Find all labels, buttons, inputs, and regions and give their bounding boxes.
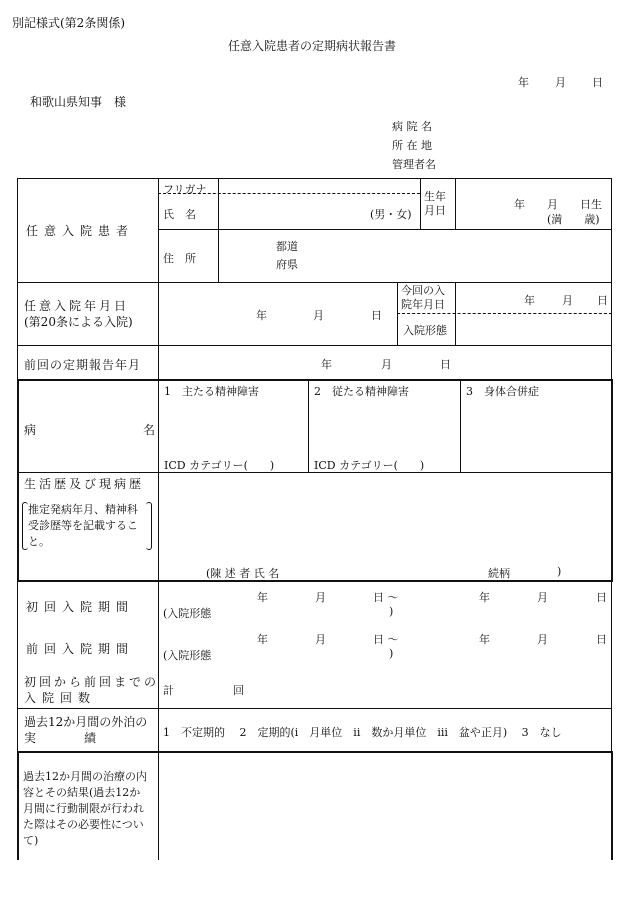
- dob-label-line: 生年: [424, 190, 446, 203]
- admission-form-label: 入院形態: [403, 324, 447, 337]
- report-year: 年: [518, 76, 529, 89]
- admission-count-label-line: 初回から前回までの: [24, 675, 160, 689]
- previous-report-year: 年: [321, 358, 332, 371]
- prefecture-line: 都道: [276, 240, 298, 253]
- admission-month: 月: [313, 309, 324, 322]
- overnight-label-line: 実 績: [24, 731, 97, 745]
- history-note-bracket-right: [146, 502, 152, 550]
- narrator-name-label: (陳 述 者 氏 名: [206, 567, 280, 580]
- history-note-line: と。: [28, 535, 50, 548]
- admission-year: 年: [256, 309, 267, 322]
- first-start-month: 月: [315, 591, 326, 604]
- first-end-month: 月: [537, 591, 548, 604]
- cell-line: [158, 229, 612, 230]
- administrator-label: 管理者名: [392, 158, 436, 171]
- prev-start-day: 日 〜: [373, 633, 399, 646]
- current-admission-year: 年: [524, 294, 535, 307]
- row-line: [17, 282, 612, 283]
- narrator-close-paren: ): [557, 565, 562, 578]
- first-end-day: 日: [596, 591, 607, 604]
- cell-line: [308, 379, 309, 472]
- prefecture-label: [276, 238, 298, 274]
- overnight-label-line: 過去12か月間の外泊の: [24, 715, 148, 729]
- box-line: [17, 751, 19, 860]
- history-label: 生活歴及び現病歴: [24, 477, 145, 491]
- current-admission-label-line: 今回の入: [401, 284, 445, 297]
- prev-end-month: 月: [537, 633, 548, 646]
- prev-start-year: 年: [257, 633, 268, 646]
- report-day: 日: [592, 76, 603, 89]
- admission-date-label-line: (第20条による入院): [24, 315, 133, 329]
- prev-admission-period-label: 前回入院期間: [26, 642, 135, 656]
- address-label: 住 所: [163, 252, 196, 265]
- icd-category-main[interactable]: ICD カテゴリー( ): [164, 459, 275, 472]
- row-line: [17, 751, 613, 753]
- admission-date-label-line: 任意入院年月日: [24, 299, 130, 313]
- history-note-line: 受診歴等を記載するこ: [28, 519, 138, 532]
- hospital-name-label: 病 院 名: [392, 120, 432, 133]
- prefecture-line: 府県: [276, 258, 298, 271]
- dob-label-line: 月日: [424, 204, 446, 217]
- name-label: 氏 名: [163, 208, 196, 221]
- box-line: [17, 379, 19, 582]
- row-line: [17, 708, 612, 709]
- treatment-label-line: 月間に行動制限が行われ: [23, 802, 144, 815]
- row-line: [17, 580, 613, 582]
- previous-report-month: 月: [381, 358, 392, 371]
- page-title: 任意入院患者の定期病状報告書: [228, 39, 397, 53]
- admission-count-times: 回: [233, 684, 244, 697]
- row-line: [17, 379, 613, 381]
- current-admission-month: 月: [562, 294, 573, 307]
- first-start-day: 日 〜: [373, 591, 399, 604]
- history-note: [28, 502, 138, 550]
- patient-section-label: 任意入院患者: [26, 224, 135, 238]
- illness-label-right: 名: [143, 423, 156, 437]
- box-line: [611, 751, 613, 860]
- current-admission-label-line: 院年月日: [401, 298, 445, 311]
- prev-start-month: 月: [315, 633, 326, 646]
- previous-report-label: 前回の定期報告年月: [24, 358, 142, 372]
- hospital-address-label: 所 在 地: [392, 139, 432, 152]
- treatment-label-line: て): [23, 834, 39, 847]
- treatment-label-line: た際はその必要性につい: [23, 818, 144, 831]
- history-note-line: 推定発病年月、精神科: [28, 503, 138, 516]
- prev-end-day: 日: [596, 633, 607, 646]
- treatment-label-line: 過去12か月間の治療の内: [23, 770, 147, 783]
- box-line: [611, 379, 613, 582]
- admission-count-label-line: 入院回数: [24, 691, 97, 705]
- treatment-continuation: [17, 855, 18, 860]
- admission-day: 日: [371, 309, 382, 322]
- row-line: [17, 345, 612, 346]
- prev-admission-form: (入院形態: [163, 649, 212, 662]
- relation-label: 続柄: [488, 567, 510, 580]
- prev-admission-form-close: ): [389, 647, 394, 660]
- cell-line: [460, 379, 461, 472]
- cell-line: [455, 178, 456, 229]
- treatment-label: [23, 769, 147, 849]
- physical-complication-label: 3 身体合併症: [466, 385, 539, 398]
- furigana-label: フリガナ: [163, 183, 207, 196]
- label-column-divider: [158, 178, 159, 860]
- report-month: 月: [555, 76, 566, 89]
- row-line: [17, 178, 612, 179]
- first-admission-form-close: ): [389, 605, 394, 618]
- illness-label-left: 病: [24, 423, 37, 437]
- form-id: 別記様式(第2条関係): [12, 16, 125, 30]
- admission-date-label: [24, 298, 133, 330]
- overnight-label: [24, 714, 147, 746]
- current-admission-day: 日: [597, 294, 608, 307]
- secondary-disorder-label: 2 従たる精神障害: [314, 385, 409, 398]
- first-admission-form: (入院形態: [163, 607, 212, 620]
- main-disorder-label: 1 主たる精神障害: [164, 385, 259, 398]
- gender-field[interactable]: (男・女): [370, 208, 412, 221]
- icd-category-secondary[interactable]: ICD カテゴリー( ): [314, 459, 425, 472]
- age-field[interactable]: (満 歳): [547, 213, 600, 226]
- dob-field[interactable]: 年 月 日生: [514, 198, 602, 211]
- admission-count-label: [24, 674, 159, 706]
- current-admission-label: [401, 284, 445, 312]
- addressee: 和歌山県知事 様: [30, 95, 127, 109]
- treatment-label-line: 容とその結果(過去12か: [23, 786, 141, 799]
- admission-divider: [397, 313, 612, 314]
- overnight-options[interactable]: 1 不定期的 2 定期的(i 月単位 ii 数か月単位 iii 盆や正月) 3 なし: [163, 726, 562, 739]
- first-end-year: 年: [479, 591, 490, 604]
- cell-line: [420, 178, 421, 229]
- prev-end-year: 年: [479, 633, 490, 646]
- dob-label: [424, 190, 446, 218]
- previous-report-day: 日: [440, 358, 451, 371]
- first-admission-period-label: 初回入院期間: [26, 600, 135, 614]
- admission-count-total: 計: [163, 684, 174, 697]
- first-start-year: 年: [257, 591, 268, 604]
